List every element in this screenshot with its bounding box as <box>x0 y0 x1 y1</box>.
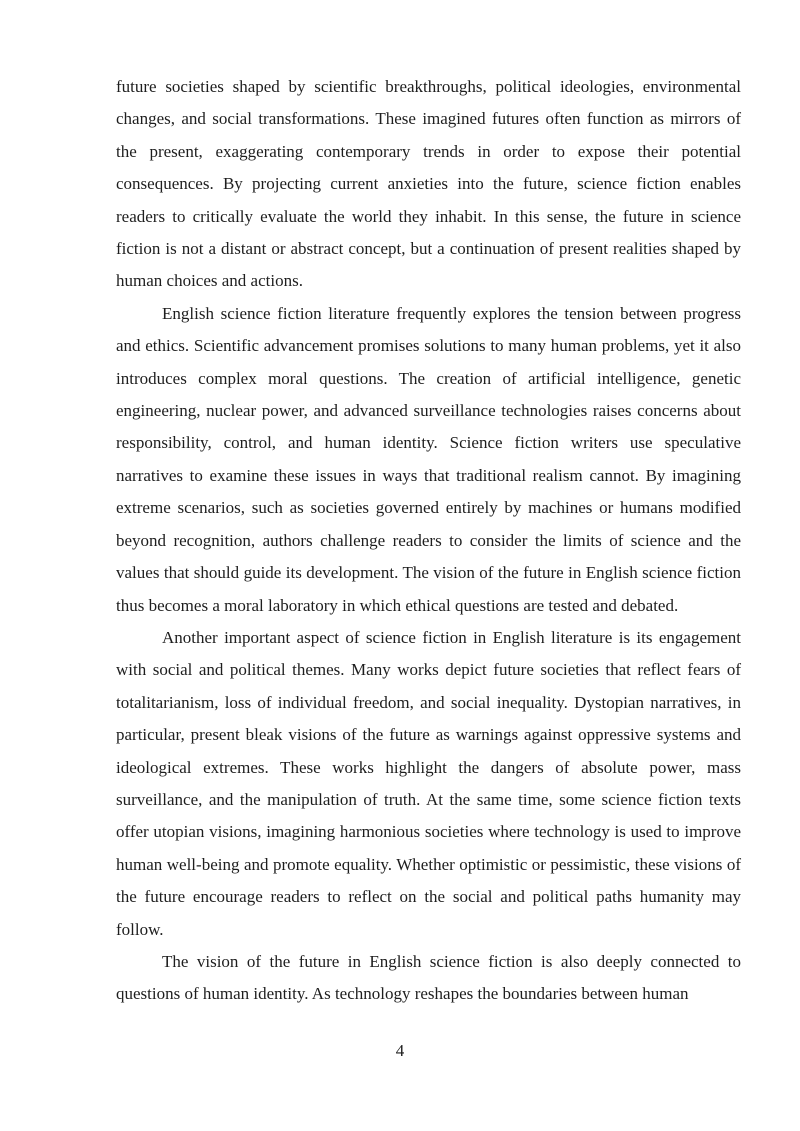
page-number: 4 <box>395 1041 405 1060</box>
paragraph-4: The vision of the future in English science fiction is also deeply connected to questions of human identity. As technology reshapes the boundaries between human <box>116 951 741 1004</box>
paragraph-2: English science fiction literature frequently explores the tension between progress and ethics. Scientific advancement promises solutions to many human problems, yet it also introduces complex moral questions. The creation of artificial intelligence, genetic engineering, nuclear power, and advanced surveillance technologies raises concerns about responsibility, control, and human identity. Science fiction writers use speculative narratives to examine these issues in ways that traditional realism cannot. By imagining extreme scenarios, such as societies governed entirely by machines or humans modified beyond recognition, authors challenge readers to consider the limits of science and the values that should guide its development. The vision of the future in English science fiction thus becomes a moral laboratory in which ethical questions are tested and debated. <box>116 303 741 615</box>
paragraph-3: Another important aspect of science fiction in English literature is its engagement with social and political themes. Many works depict future societies that reflect fears of totalitarianism, loss of individual freedom, and social inequality. Dystopian narratives, in particular, present bleak visions of the future as warnings against oppressive systems and ideological extremes. These works highlight the dangers of absolute power, mass surveillance, and the manipulation of truth. At the same time, some science fiction texts offer utopian visions, imagining harmonious societies where technology is used to improve human well-being and promote equality. Whether optimistic or pessimistic, these visions of the future encourage readers to reflect on the social and political paths humanity may follow. <box>116 627 741 939</box>
body-text <box>116 71 741 1011</box>
paragraph-1-continued: future societies shaped by scientific breakthroughs, political ideologies, environmental changes, and social transformations. These imagined futures often function as mirrors of the present, exaggerating contemporary trends in order to expose their potential consequences. By projecting current anxieties into the future, science fiction enables readers to critically evaluate the world they inhabit. In this sense, the future in science fiction is not a distant or abstract concept, but a continuation of present realities shaped by human choices and actions. <box>116 77 741 291</box>
